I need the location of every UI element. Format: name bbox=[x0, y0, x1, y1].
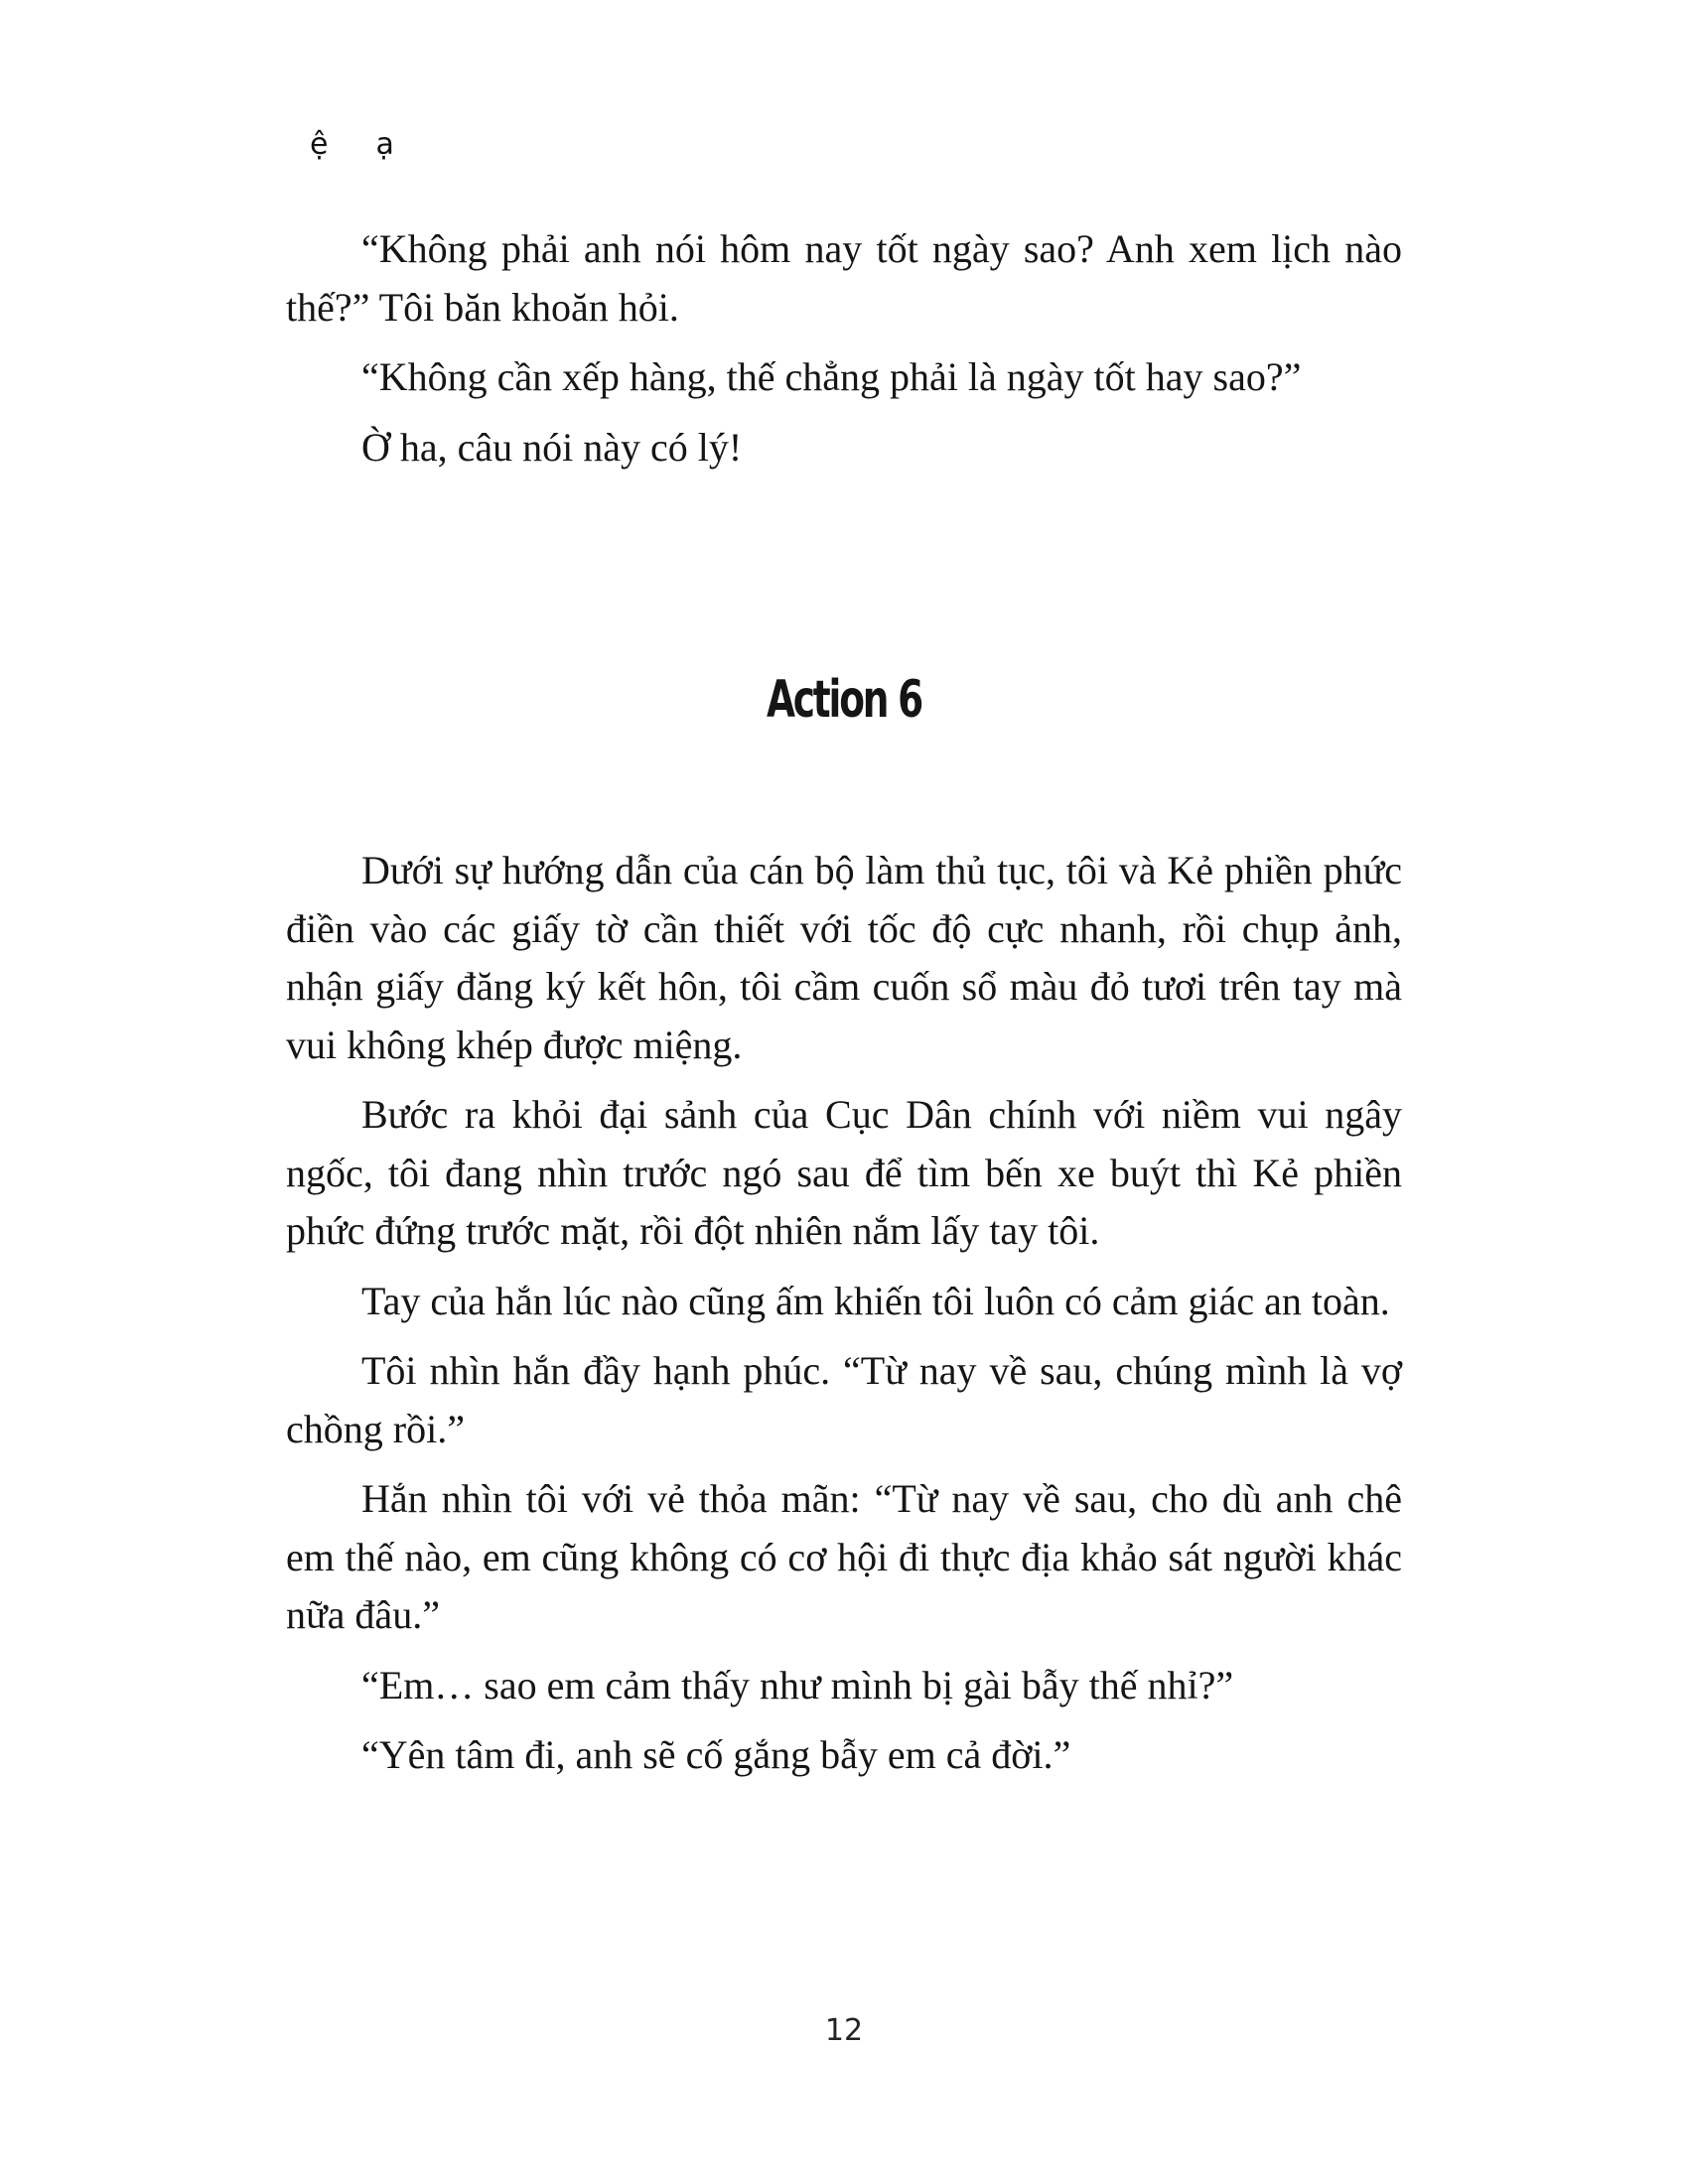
paragraph: “Không phải anh nói hôm nay tốt ngày sao? Anh xem lịch nào thế?” Tôi băn khoăn hỏi. bbox=[286, 226, 1402, 330]
paragraph: “Không cần xếp hàng, thế chẳng phải là ngày tốt hay sao?” bbox=[361, 354, 1302, 399]
header-mark: ệ bbox=[310, 127, 329, 162]
paragraph: Bước ra khỏi đại sảnh của Cục Dân chính với niềm vui ngây ngốc, tôi đang nhìn trước ngó sau để tìm bến xe buýt thì Kẻ phiền phức đứng trước mặt, rồi đột nhiên nắm lấy tay tôi. bbox=[286, 1092, 1402, 1253]
paragraph: Ờ ha, câu nói này có lý! bbox=[361, 424, 743, 470]
paragraph: Tay của hắn lúc nào cũng ấm khiến tôi luôn có cảm giác an toàn. bbox=[361, 1278, 1390, 1323]
text-block-top bbox=[286, 220, 1402, 488]
paragraph: “Em… sao em cảm thấy như mình bị gài bẫy thế nhỉ?” bbox=[361, 1662, 1234, 1707]
text-block-main bbox=[286, 842, 1402, 1797]
page-number: 12 bbox=[824, 2013, 864, 2048]
chapter-heading: Action 6 bbox=[766, 670, 922, 730]
paragraph: “Yên tâm đi, anh sẽ cố gắng bẫy em cả đời.” bbox=[361, 1732, 1071, 1777]
paragraph: Tôi nhìn hắn đầy hạnh phúc. “Từ nay về sau, chúng mình là vợ chồng rồi.” bbox=[286, 1348, 1402, 1451]
paragraph: Dưới sự hướng dẫn của cán bộ làm thủ tục, tôi và Kẻ phiền phức điền vào các giấy tờ cần thiết với tốc độ cực nhanh, rồi chụp ảnh, nhận giấy đăng ký kết hôn, tôi cầm cuốn sổ màu đỏ tươi trên tay mà vui không khép được miệng. bbox=[286, 848, 1402, 1067]
header-mark: ạ bbox=[375, 127, 394, 162]
paragraph: Hắn nhìn tôi với vẻ thỏa mãn: “Từ nay về sau, cho dù anh chê em thế nào, em cũng không có cơ hội đi thực địa khảo sát người khác nữa đâu.” bbox=[286, 1476, 1402, 1637]
running-header bbox=[310, 127, 442, 162]
